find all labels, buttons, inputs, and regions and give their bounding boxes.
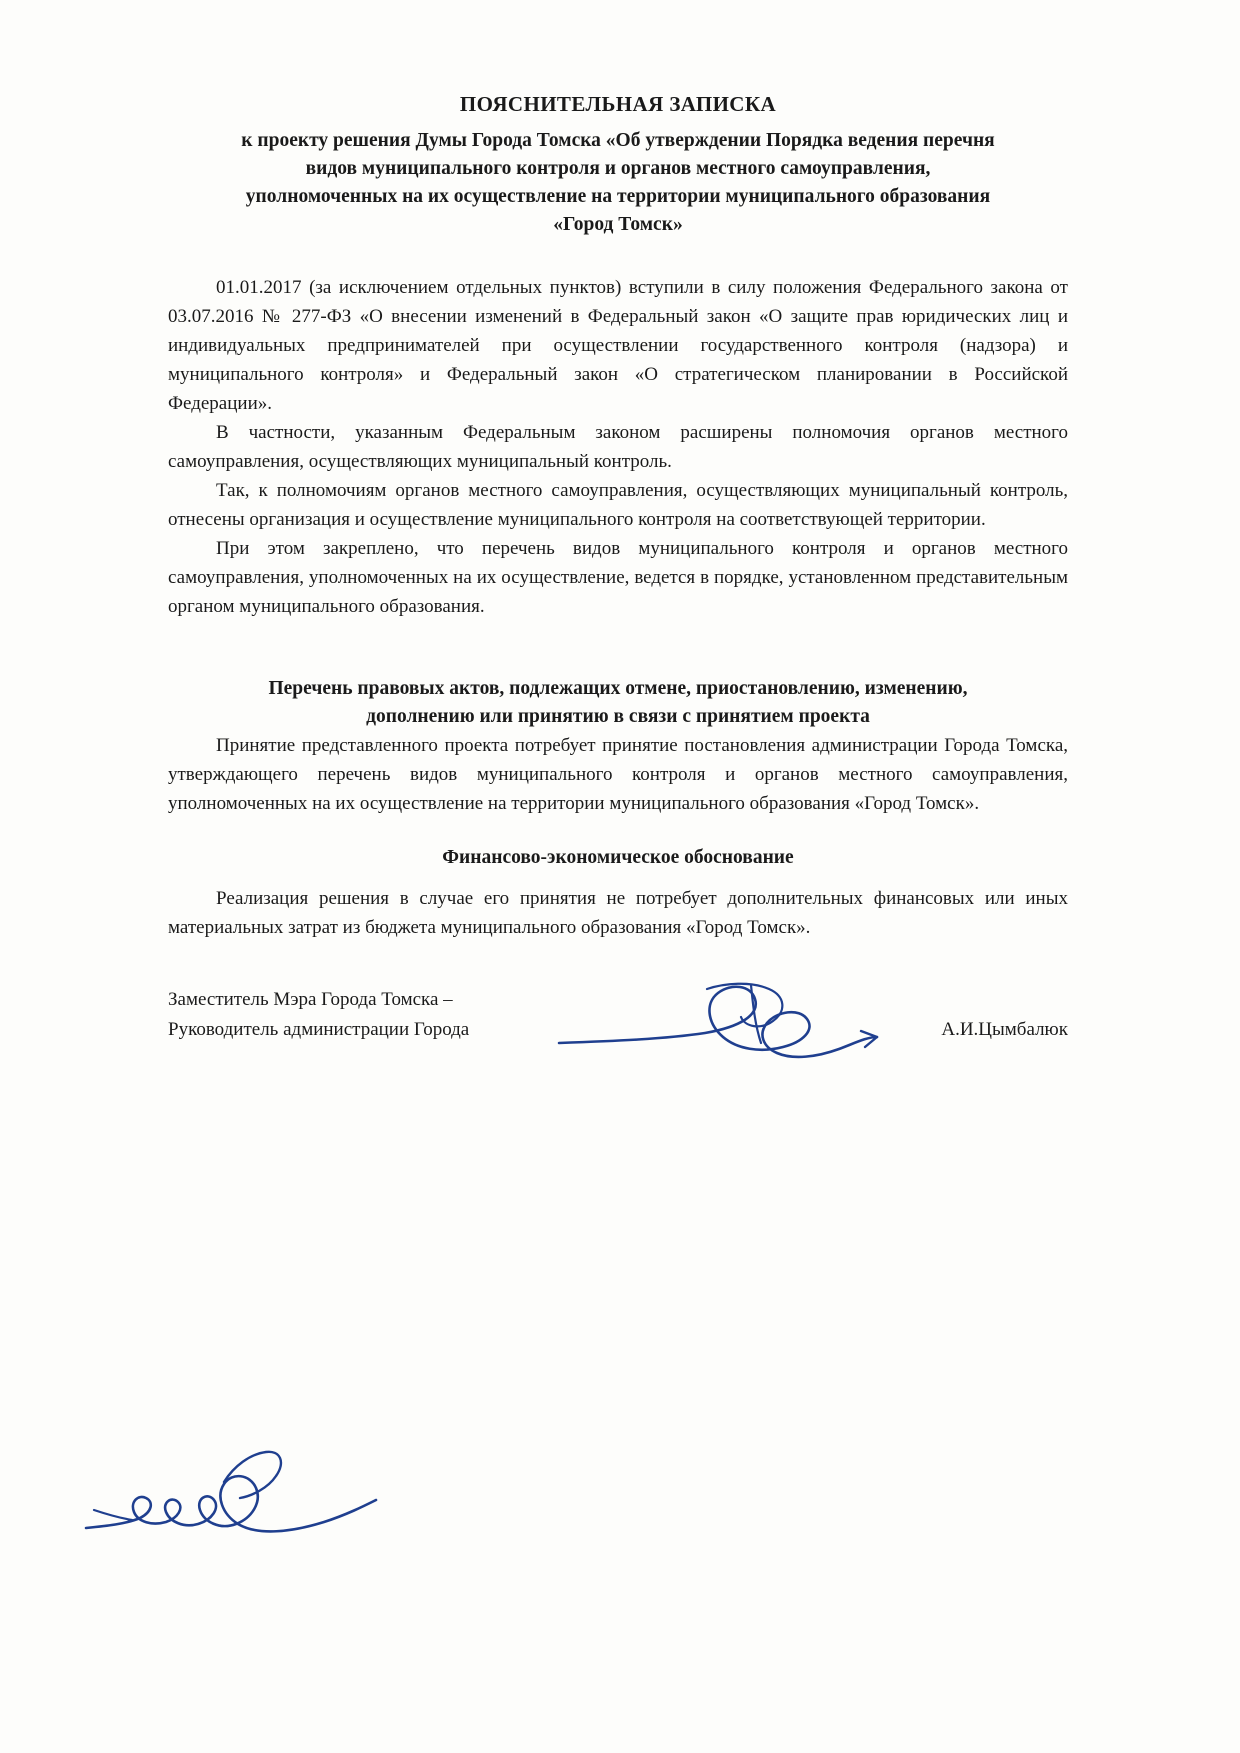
signatory-position-line: Руководитель администрации Города: [168, 1019, 470, 1040]
paragraph-procedure: При этом закреплено, что перечень видов муниципального контроля и органов местного самоуправления, уполномоченных на их осуществление, ведется в порядке, установленном представительным органом муниципального образования.: [168, 538, 1068, 617]
paragraph-legal-acts: Принятие представленного проекта потребует принятие постановления администрации Города Томска, утверждающего перечень видов муниципального контроля и органов местного самоуправления, уполномоченных на их осуществление на территории муниципального образования «Город Томск».: [168, 735, 1068, 814]
section-heading-legal-acts: [168, 675, 1068, 731]
subtitle-line: видов муниципального контроля и органов местного самоуправления,: [305, 158, 931, 179]
section-heading-financial: Финансово-экономическое обоснование: [442, 847, 794, 868]
spacer: [168, 872, 1068, 884]
paragraph-intro: 01.01.2017 (за исключением отдельных пунктов) вступили в силу положения Федерального закона от 03.07.2016 № 277-ФЗ «О внесении изменений в Федеральный закон «О защите прав юридических лиц и индивидуальных предпринимателей при осуществлении государственного контроля (надзора) и муниципального контроля» и Федеральный закон «О стратегическом планировании в Российской Федерации».: [168, 277, 1068, 414]
page-title: ПОЯСНИТЕЛЬНАЯ ЗАПИСКА: [459, 92, 777, 116]
spacer: [168, 621, 1068, 675]
signature-block: [168, 985, 1068, 1045]
section-heading-line: Перечень правовых актов, подлежащих отмене, приостановлению, изменению,: [268, 678, 968, 699]
paragraph-financial: Реализация решения в случае его принятия не потребует дополнительных финансовых или иных материальных затрат из бюджета муниципального образования «Город Томск».: [168, 888, 1068, 938]
paragraph-authority: Так, к полномочиям органов местного самоуправления, осуществляющих муниципальный контроль, отнесены организация и осуществление муниципального контроля на соответствующей территории.: [168, 480, 1068, 530]
handwritten-signature-secondary-icon: [80, 1440, 410, 1570]
paragraph-powers: В частности, указанным Федеральным законом расширены полномочия органов местного самоуправления, осуществляющих муниципальный контроль.: [168, 422, 1068, 472]
signatory-position-line: Заместитель Мэра Города Томска –: [168, 989, 453, 1010]
spacer: [168, 818, 1068, 844]
signatory-name: А.И.Цымбалюк: [941, 1019, 1068, 1040]
section-heading-line: дополнению или принятию в связи с принятием проекта: [366, 706, 870, 727]
document-body: [168, 92, 1068, 942]
signatory-position: [168, 985, 568, 1045]
subtitle-line: «Город Томск»: [553, 214, 683, 235]
subtitle-line: уполномоченных на их осуществление на территории муниципального образования: [245, 186, 991, 207]
document-subtitle: [168, 127, 1068, 239]
subtitle-line: к проекту решения Думы Города Томска «Об утверждении Порядка ведения перечня: [241, 130, 995, 151]
